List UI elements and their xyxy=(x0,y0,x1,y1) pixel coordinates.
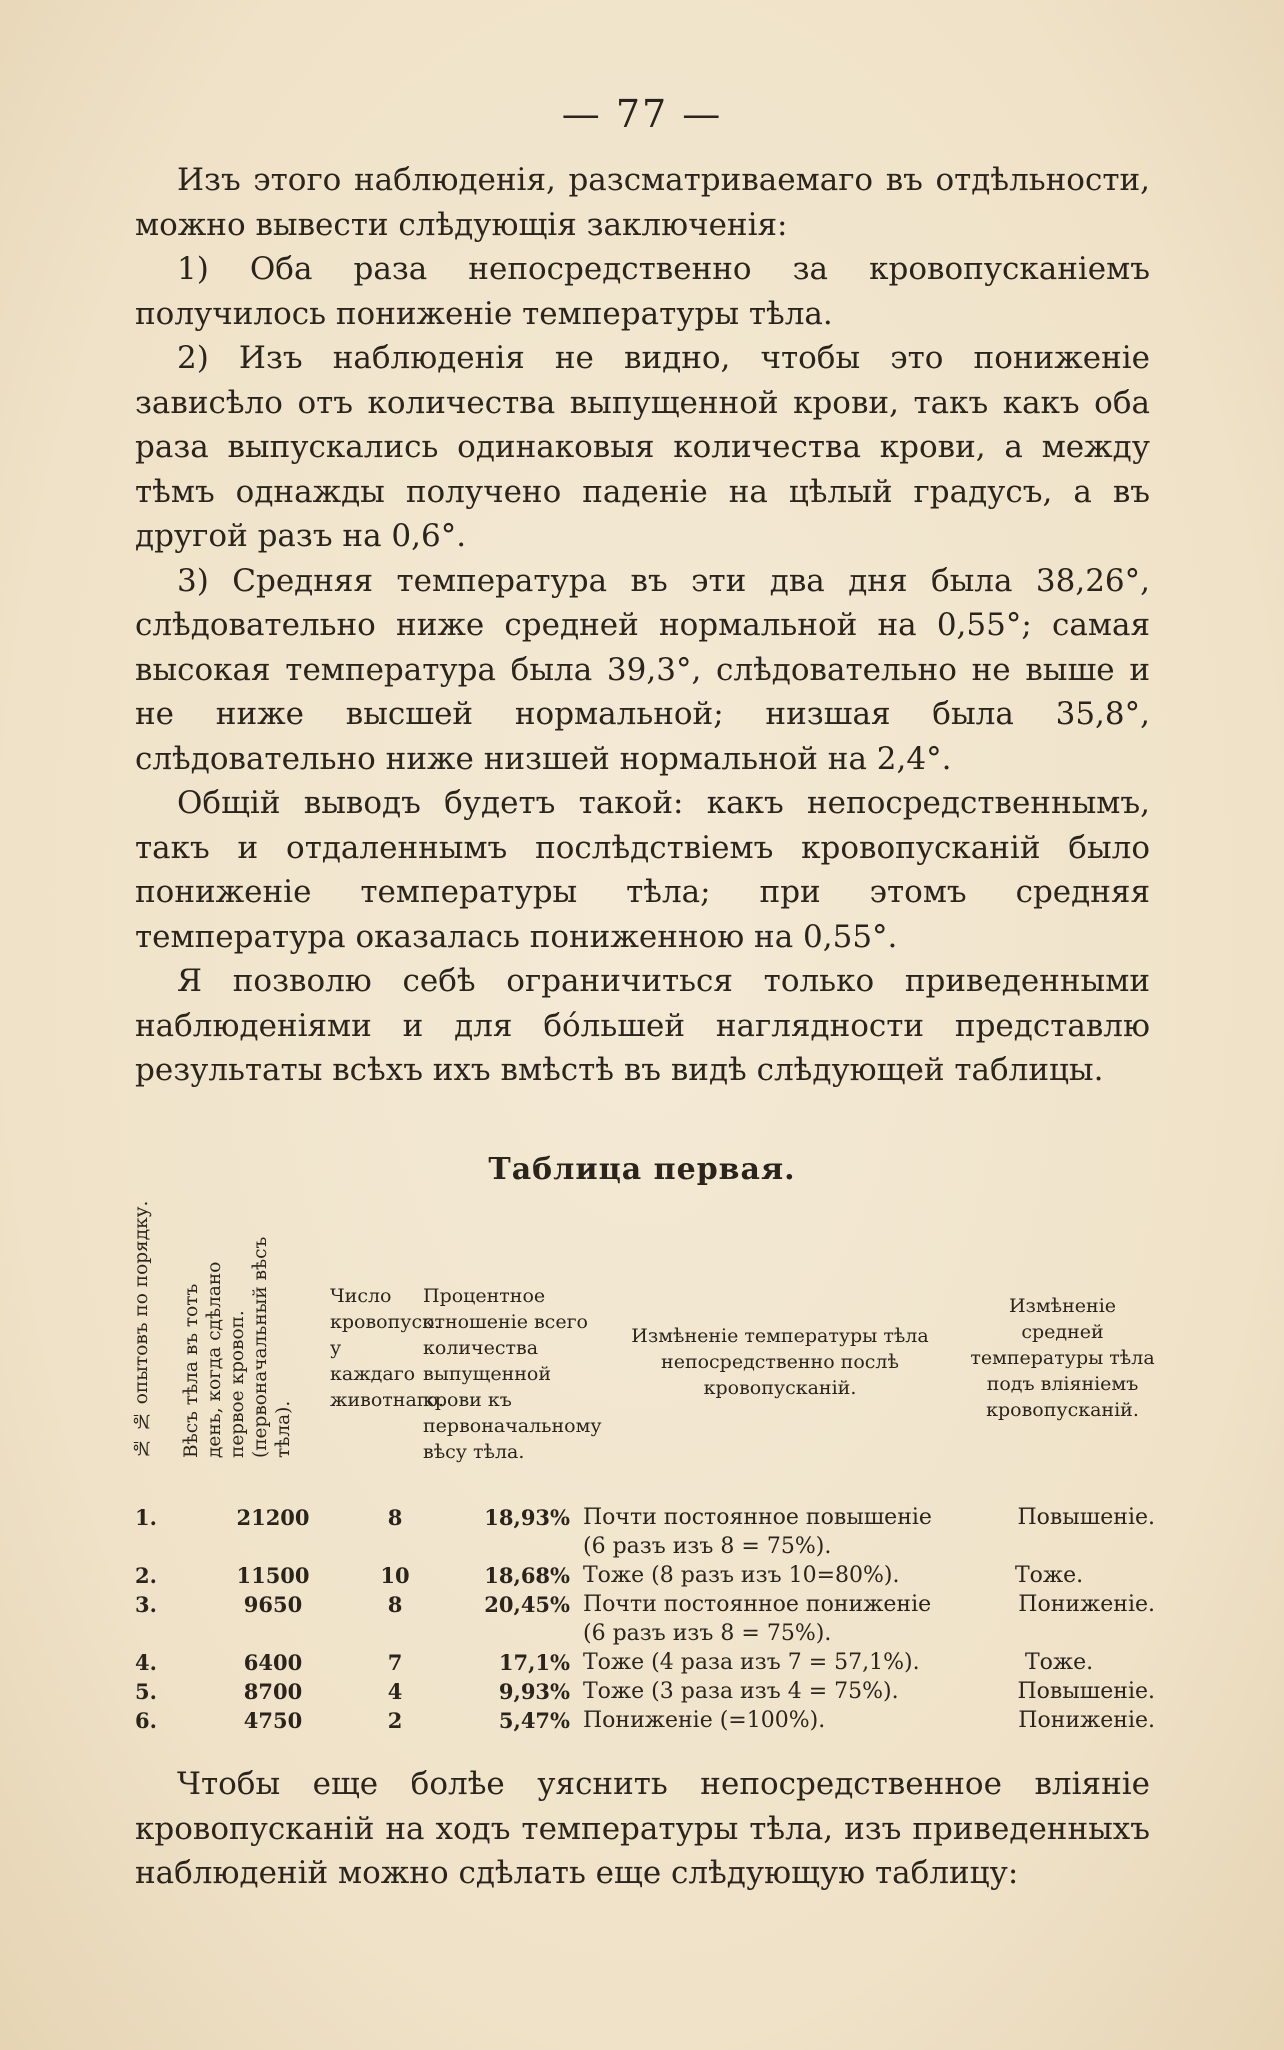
cell-avg: Тоже. xyxy=(1025,1650,1094,1675)
cell-change: Тоже (4 раза изъ 7 = 57,1%). xyxy=(583,1650,920,1675)
body-text-top xyxy=(135,158,1150,1093)
cell-num: 4. xyxy=(135,1650,157,1675)
cell-avg: Тоже. xyxy=(1015,1563,1084,1588)
table-row-continuation xyxy=(125,1619,1155,1648)
paragraph: Общій выводъ будетъ такой: какъ непосредственнымъ, такъ и отдаленнымъ послѣдствіемъ кровопусканій было пониженіе температуры тѣла; при этомъ средняя температура оказалась пониженною на 0,55°. xyxy=(135,785,1150,955)
cell-pct: 18,68% xyxy=(484,1563,570,1588)
cell-pct: 17,1% xyxy=(498,1650,570,1675)
cell-weight: 4750 xyxy=(243,1708,303,1733)
table-row xyxy=(125,1677,1155,1706)
cell-change-cont: (6 разъ изъ 8 = 75%). xyxy=(583,1534,832,1559)
cell-change: Почти постоянное пониженіе xyxy=(583,1592,932,1617)
cell-change: Тоже (8 разъ изъ 10=80%). xyxy=(583,1563,900,1588)
cell-change: Тоже (3 раза изъ 4 = 75%). xyxy=(583,1679,899,1704)
cell-weight: 8700 xyxy=(243,1679,303,1704)
table-title: Таблица первая. xyxy=(488,1152,796,1187)
cell-avg: Повышеніе. xyxy=(1017,1679,1155,1704)
page-number: — 77 — xyxy=(561,92,723,136)
table-row-continuation xyxy=(125,1532,1155,1561)
header-count: Число кровопуск. у каждаго животнаго. xyxy=(330,1285,445,1411)
paragraph: 2) Изъ наблюденія не видно, чтобы это пониженіе зависѣло отъ количества выпущенной крови, такъ какъ оба раза выпускались одинаковыя количества крови, а между тѣмъ однажды получено паденіе на цѣлый градусъ, а въ другой разъ на 0,6°. xyxy=(135,340,1150,554)
cell-change: Почти постоянное повышеніе xyxy=(583,1505,932,1530)
cell-count: 10 xyxy=(380,1563,410,1588)
cell-num: 5. xyxy=(135,1679,157,1704)
cell-count: 2 xyxy=(387,1708,403,1733)
header-change: Измѣненіе температуры тѣла непосредственно послѣ кровопусканій. xyxy=(631,1325,929,1399)
cell-weight: 9650 xyxy=(243,1592,303,1617)
header-num: № № опытовъ по порядку. xyxy=(131,1200,152,1458)
paragraph: 3) Средняя температура въ эти два дня была 38,26°, слѣдовательно ниже средней нормальной на 0,55°; самая высокая температура была 39,3°, слѣдовательно не выше и не ниже высшей нормальной; низшая была 35,8°, слѣдовательно ниже низшей нормальной на 2,4°. xyxy=(135,562,1150,777)
cell-count: 7 xyxy=(387,1650,403,1675)
cell-pct: 18,93% xyxy=(484,1505,570,1530)
cell-num: 2. xyxy=(135,1563,157,1588)
body-text-bottom xyxy=(135,1762,1150,1896)
cell-count: 8 xyxy=(387,1592,403,1617)
paragraph: Я позволю себѣ ограничиться только приведенными наблюденіями и для бо́льшей наглядности представлю результаты всѣхъ ихъ вмѣстѣ въ видѣ слѣдующей таблицы. xyxy=(135,963,1150,1088)
header-pct: Процентное отношеніе всего количества выпущенной крови къ первоначальному вѣсу тѣла. xyxy=(423,1285,602,1463)
cell-num: 3. xyxy=(135,1592,157,1617)
cell-pct: 5,47% xyxy=(498,1708,570,1733)
paragraph: 1) Оба раза непосредственно за кровопусканіемъ получилось пониженіе температуры тѣла. xyxy=(135,251,1150,332)
table-row xyxy=(125,1561,1155,1590)
table-row xyxy=(125,1503,1155,1532)
cell-change: Пониженіе (=100%). xyxy=(583,1708,826,1733)
cell-num: 1. xyxy=(135,1505,157,1530)
table-row xyxy=(125,1648,1155,1677)
cell-count: 8 xyxy=(387,1505,403,1530)
cell-weight: 11500 xyxy=(236,1563,310,1588)
table-row xyxy=(125,1706,1155,1735)
table-header xyxy=(125,1200,1155,1463)
header-weight: Вѣсъ тѣла въ тотъ день, когда сдѣлано первое кровоп. (первоначальный вѣсъ тѣла). xyxy=(181,1236,294,1458)
paragraph: Изъ этого наблюденія, разсматриваемаго въ отдѣльности, можно вывести слѣдующія заключенія: xyxy=(135,162,1150,243)
paragraph: Чтобы еще болѣе уяснить непосредственное вліяніе кровопусканій на ходъ температуры тѣла, изъ приведенныхъ наблюденій можно сдѣлать еще слѣдующую таблицу: xyxy=(135,1766,1150,1891)
cell-pct: 20,45% xyxy=(484,1592,570,1617)
cell-weight: 21200 xyxy=(236,1505,310,1530)
cell-avg: Пониженіе. xyxy=(1018,1592,1155,1617)
header-avg: Измѣненіе средней температуры тѣла подъ вліяніемъ кровопусканій. xyxy=(970,1295,1155,1421)
cell-weight: 6400 xyxy=(243,1650,303,1675)
table-body xyxy=(125,1503,1155,1735)
cell-pct: 9,93% xyxy=(498,1679,570,1704)
table-row xyxy=(125,1590,1155,1619)
cell-count: 4 xyxy=(387,1679,403,1704)
cell-avg: Пониженіе. xyxy=(1018,1708,1155,1733)
cell-change-cont: (6 разъ изъ 8 = 75%). xyxy=(583,1621,832,1646)
cell-num: 6. xyxy=(135,1708,157,1733)
cell-avg: Повышеніе. xyxy=(1017,1505,1155,1530)
